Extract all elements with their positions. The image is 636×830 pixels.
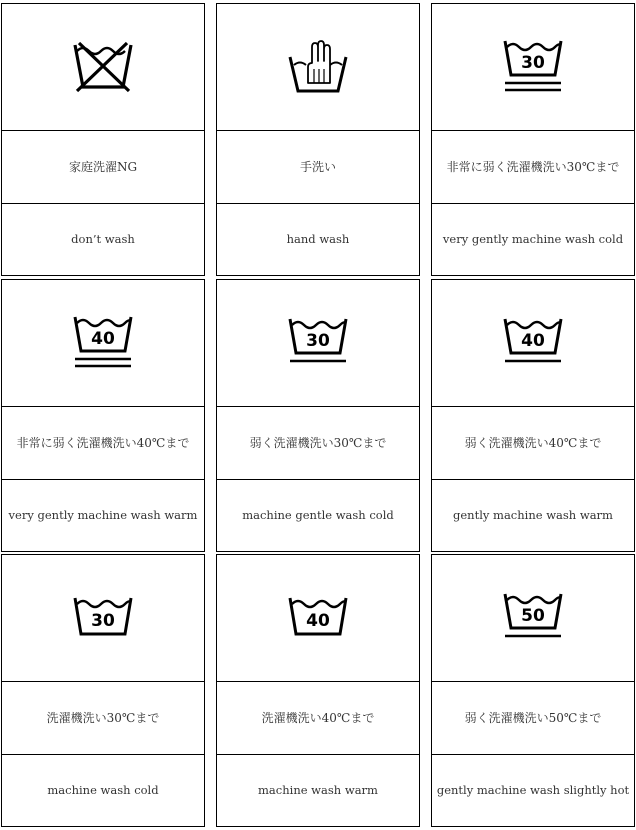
japanese-label: 弱く洗濯機洗い40℃まで (432, 406, 634, 480)
icon-cell (217, 555, 419, 682)
icon-cell (432, 280, 634, 407)
english-label: machine gentle wash cold (242, 508, 394, 522)
care-card (431, 279, 635, 552)
care-card (1, 3, 205, 276)
japanese-label: 手洗い (217, 130, 419, 204)
temperature-text: 40 (306, 611, 330, 631)
temperature-text: 30 (521, 53, 545, 73)
wash-40-very-gentle-icon (71, 313, 135, 373)
english-label: very gently machine wash cold (442, 232, 624, 246)
care-card (431, 554, 635, 827)
wash-50-gentle-icon (501, 590, 565, 646)
icon-cell (217, 280, 419, 407)
icon-cell (432, 555, 634, 682)
english-label: machine wash cold (47, 783, 159, 797)
temperature-text: 30 (91, 611, 115, 631)
english-label: gently machine wash slightly hot (436, 783, 630, 797)
japanese-label: 弱く洗濯機洗い30℃まで (217, 406, 419, 480)
english-label: very gently machine wash warm (8, 508, 198, 522)
japanese-label: 洗濯機洗い40℃まで (217, 681, 419, 755)
care-card (1, 279, 205, 552)
icon-cell (2, 555, 204, 682)
english-label: don’t wash (71, 232, 135, 246)
care-card (1, 554, 205, 827)
care-card (431, 3, 635, 276)
wash-40-icon (286, 594, 350, 642)
wash-30-icon (71, 594, 135, 642)
icon-cell (2, 4, 204, 131)
temperature-text: 40 (521, 331, 545, 351)
japanese-label: 非常に弱く洗濯機洗い40℃まで (2, 406, 204, 480)
care-card (216, 554, 420, 827)
japanese-label: 家庭洗濯NG (2, 130, 204, 204)
temperature-text: 50 (521, 606, 545, 626)
english-label: hand wash (286, 232, 350, 246)
english-label: machine wash warm (258, 783, 378, 797)
temperature-text: 40 (91, 329, 115, 349)
japanese-label: 洗濯機洗い30℃まで (2, 681, 204, 755)
temperature-text: 30 (306, 331, 330, 351)
care-card (216, 279, 420, 552)
icon-cell (217, 4, 419, 131)
icon-cell (432, 4, 634, 131)
hand-wash-icon (286, 39, 350, 95)
wash-30-very-gentle-icon (501, 37, 565, 97)
do-not-wash-icon (71, 39, 135, 95)
english-label: gently machine wash warm (453, 508, 613, 522)
japanese-label: 弱く洗濯機洗い50℃まで (432, 681, 634, 755)
japanese-label: 非常に弱く洗濯機洗い30℃まで (432, 130, 634, 204)
wash-40-gentle-icon (501, 315, 565, 371)
icon-cell (2, 280, 204, 407)
care-card (216, 3, 420, 276)
wash-30-gentle-icon (286, 315, 350, 371)
